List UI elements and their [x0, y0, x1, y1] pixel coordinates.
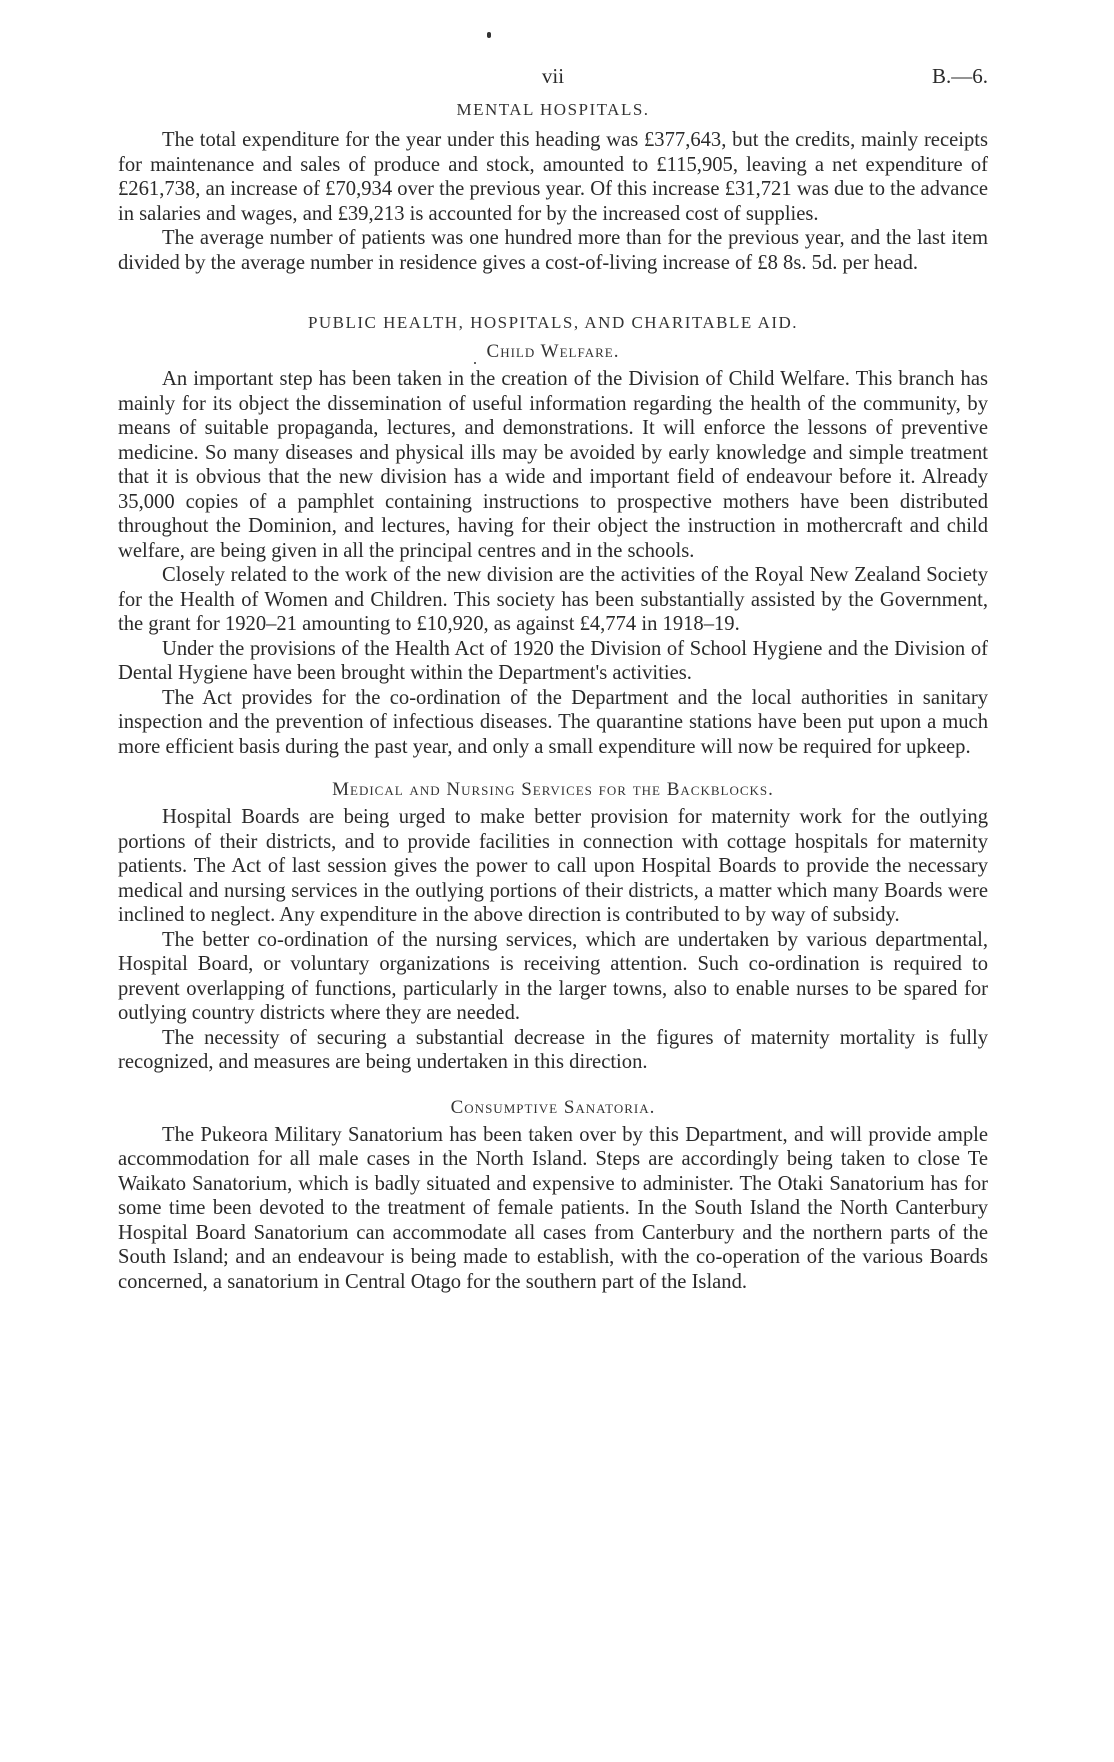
print-mark: [487, 32, 491, 38]
page-body: [118, 100, 988, 1294]
section-heading-public-health: PUBLIC HEALTH, HOSPITALS, AND CHARITABLE AID.: [307, 313, 799, 332]
paragraph: The better co-ordination of the nursing services, which are undertaken by various departmental, Hospital Board, or voluntary organizations is receiving attention. Such co-ordination is required to prevent overlapping of functions, particularly in the larger towns, also to enable nurses to be spared for outlying country districts where they are needed.: [118, 928, 988, 1024]
page-header: [118, 64, 988, 96]
paragraph: Under the provisions of the Health Act of 1920 the Division of School Hygiene and the Division of Dental Hygiene have been brought within the Department's activities.: [118, 637, 988, 684]
paragraph: Hospital Boards are being urged to make better provision for maternity work for the outlying portions of their districts, and to provide facilities in connection with cottage hospitals for maternity patients. The Act of last session gives the power to call upon Hospital Boards to provide the necessary medical and nursing services in the outlying portions of their districts, a matter which many Boards were inclined to neglect. Any expenditure in the above direction is contributed to by way of subsidy.: [118, 806, 988, 926]
paragraph: Closely related to the work of the new division are the activities of the Royal New Zealand Society for the Health of Women and Children. This society has been substantially assisted by the Government, the grant for 1920–21 amounting to £10,920, as against £4,774 in 1918–19.: [118, 564, 988, 635]
sub-heading-child-welfare: Child Welfare.: [486, 341, 620, 362]
page-number: vii: [541, 64, 565, 88]
sub-heading-backblocks: Medical and Nursing Services for the Backblocks.: [332, 779, 774, 800]
paragraph: The total expenditure for the year under this heading was £377,643, but the credits, mainly receipts for maintenance and sales of produce and stock, amounted to £115,905, leaving a net expenditure of £261,738, an increase of £70,934 over the previous year. Of this increase £31,721 was due to the advance in salaries and wages, and £39,213 is accounted for by the increased cost of supplies.: [118, 129, 988, 225]
paragraph: An important step has been taken in the creation of the Division of Child Welfare. This branch has mainly for its object the dissemination of useful information regarding the health of the community, by means of suitable propaganda, lectures, and demonstrations. It will enforce the lessons of preventive medicine. So many diseases and physical ills may be avoided by early knowledge and simple treatment that it is obvious that the new division has a wide and important field of endeavour before it. Already 35,000 copies of a pamphlet containing instructions to prospective mothers have been distributed throughout the Dominion, and lectures, having for their object the instruction in mothercraft and child welfare, are being given in all the principal centres and in the schools.: [118, 368, 988, 562]
paragraph: The average number of patients was one hundred more than for the previous year, and the last item divided by the average number in residence gives a cost-of-living increase of £8 8s. 5d. per head.: [118, 227, 988, 274]
sub-heading-sanatoria: Consumptive Sanatoria.: [450, 1096, 656, 1118]
paragraph: The necessity of securing a substantial decrease in the figures of maternity mortality is fully recognized, and measures are being undertaken in this direction.: [118, 1026, 988, 1073]
document-reference: B.—6.: [931, 64, 988, 88]
paragraph: The Act provides for the co-ordination of the Department and the local authorities in sanitary inspection and the prevention of infectious diseases. The quarantine stations have been put upon a much more efficient basis during the past year, and only a small expenditure will now be required for upkeep.: [118, 686, 988, 758]
paragraph: The Pukeora Military Sanatorium has been taken over by this Department, and will provide ample accommodation for all male cases in the North Island. Steps are accordingly being taken to close Te Waikato Sanatorium, which is badly situated and expensive to administer. The Otaki Sanatorium has for some time been devoted to the treatment of female patients. In the South Island the North Canterbury Hospital Board Sanatorium can accommodate all cases from Canterbury and the northern parts of the South Island; and an endeavour is being made to establish, with the co-operation of the various Boards concerned, a sanatorium in Central Otago for the southern part of the Island.: [118, 1123, 988, 1293]
section-heading-mental-hospitals: MENTAL HOSPITALS.: [456, 100, 650, 119]
